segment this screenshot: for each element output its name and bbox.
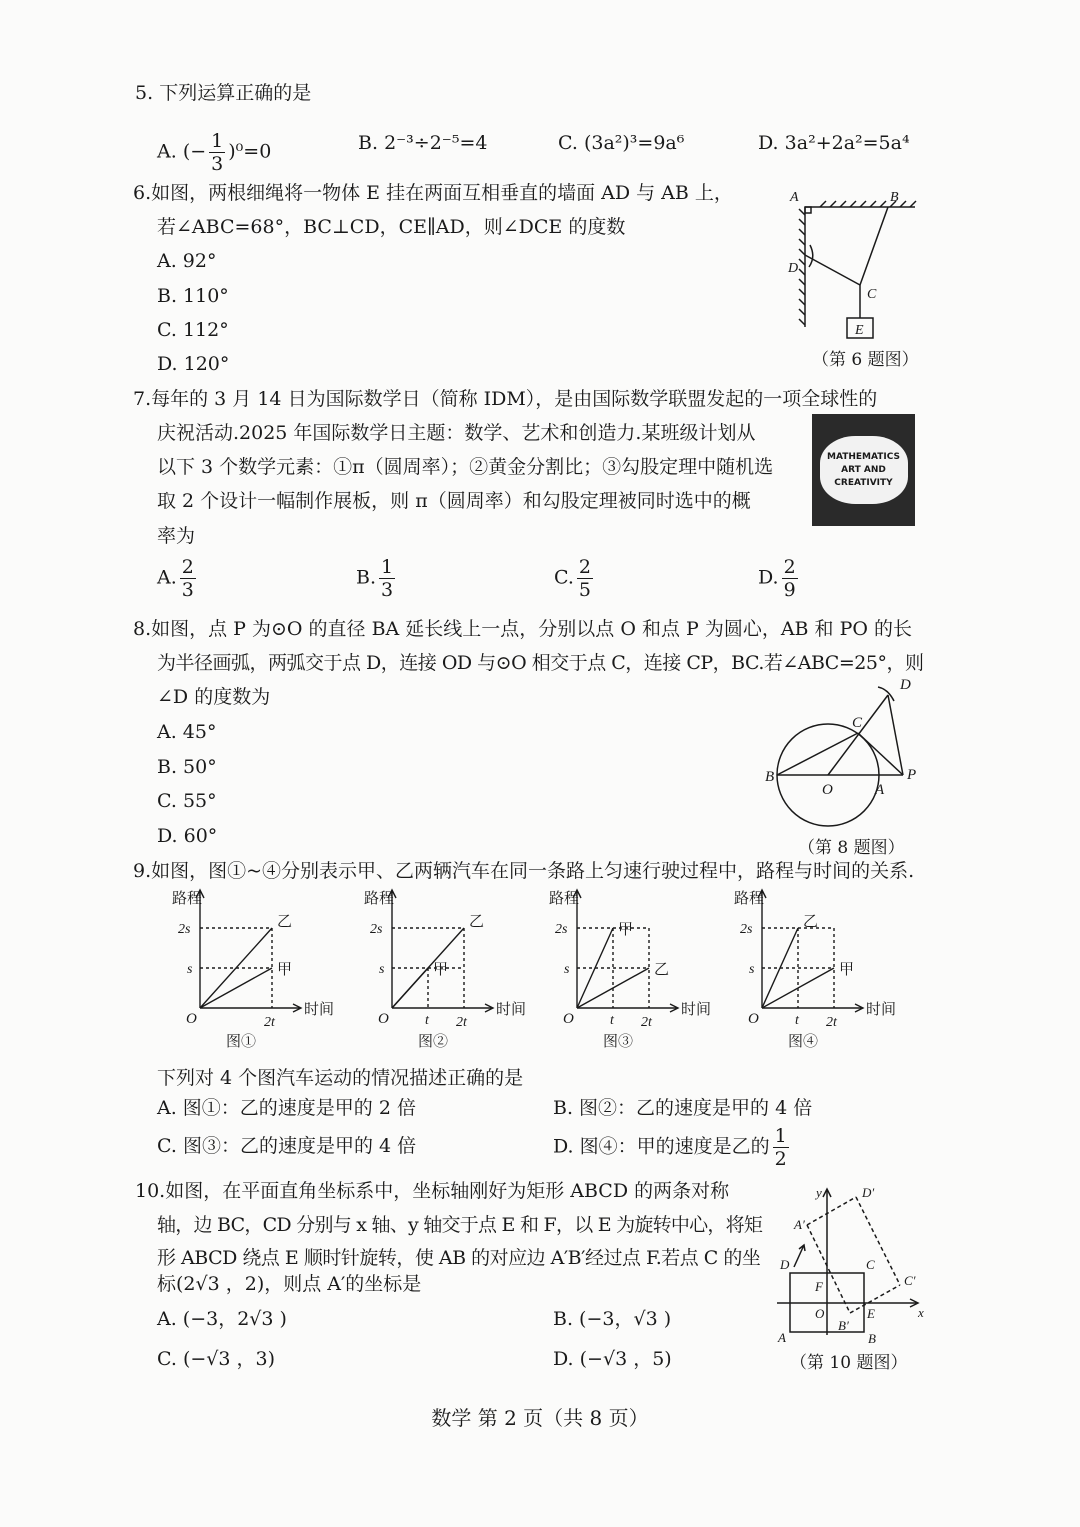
label-d: D [780, 1257, 790, 1272]
q8-option-d: D. 60° [157, 825, 218, 847]
q9-stem: 9.如图，图①~④分别表示甲、乙两辆汽车在同一条路上匀速行驶过程中，路程与时间的关系. [133, 860, 915, 882]
q5-number: 5. [135, 82, 154, 104]
q9-option-b: B. 图②：乙的速度是甲的 4 倍 [553, 1097, 813, 1119]
label-b: B [765, 769, 775, 785]
q7-option-b: B. $\frac{1}{3}$ [356, 556, 394, 601]
jia-label: 甲 [618, 922, 634, 938]
q6-caption: （第 6 题图） [812, 350, 919, 370]
tick-s: s [379, 962, 385, 977]
q8-line-3: ∠D 的度数为 [157, 686, 271, 708]
label-c: C [867, 287, 877, 302]
q8-option-b: B. 50° [157, 756, 217, 778]
label-a: A [778, 1330, 786, 1345]
y-axis-label: 路程 [734, 891, 765, 907]
q10-option-c: C. (−√3 ，3) [157, 1348, 276, 1370]
graph-name: 图④ [788, 1034, 819, 1050]
q5-stem [135, 80, 311, 106]
q5-option-a: A. (− $\frac{1}{3}$ )⁰=0 [157, 130, 272, 175]
label-a-prime: A′ [794, 1217, 805, 1232]
q6-option-d: D. 120° [157, 353, 230, 375]
x-axis-label: 时间 [681, 1002, 712, 1018]
label-b: B [868, 1331, 876, 1345]
q5-option-d: D. 3a²+2a²=5a⁴ [758, 132, 910, 154]
origin-label: O [186, 1011, 197, 1027]
y-axis-label: 路程 [172, 891, 203, 907]
q8-figure [760, 675, 930, 835]
label-f: F [815, 1279, 823, 1294]
label-b: B [890, 190, 899, 205]
q10-line-2: 轴，边 BC，CD 分别与 x 轴、y 轴交于点 E 和 F，以 E 为旋转中心，将矩 [157, 1214, 763, 1236]
q6-figure [780, 185, 925, 345]
q6-line-2: 若∠ABC=68°，BC⊥CD，CE∥AD，则∠DCE 的度数 [157, 216, 626, 238]
tick-2s: 2s [178, 922, 191, 937]
label-p: P [907, 767, 917, 783]
q6-option-c: C. 112° [157, 319, 229, 341]
tick-2t: 2t [456, 1015, 467, 1030]
q8-option-a: A. 45° [157, 721, 217, 743]
q9-graph-2 [352, 883, 530, 1053]
tick-2s: 2s [740, 922, 753, 937]
label-d: D [900, 677, 911, 693]
yi-label: 乙 [277, 914, 293, 930]
yi-label: 乙 [803, 914, 819, 930]
label-o: O [815, 1306, 825, 1321]
origin-label: O [748, 1011, 759, 1027]
q10-figure [772, 1185, 932, 1345]
q8-line-1: 8.如图，点 P 为⊙O 的直径 BA 延长线上一点，分别以点 O 和点 P 为圆心，AB 和 PO 的长 [133, 618, 912, 640]
q10-line-1: 10.如图，在平面直角坐标系中，坐标轴刚好为矩形 ABCD 的两条对称 [135, 1180, 730, 1202]
q7-line-5: 率为 [157, 525, 196, 547]
tick-2t: 2t [264, 1015, 275, 1030]
tick-t: t [610, 1013, 614, 1028]
q9-option-a: A. 图①：乙的速度是甲的 2 倍 [157, 1097, 416, 1119]
label-o: O [822, 782, 833, 798]
jia-label: 甲 [839, 962, 855, 978]
x-axis-label: 时间 [866, 1002, 897, 1018]
q10-line-4: 标(2√3 ，2)，则点 A′的坐标是 [157, 1273, 422, 1295]
jia-label: 甲 [277, 962, 293, 978]
q5-option-c: C. (3a²)³=9a⁶ [558, 132, 685, 154]
graph-name: 图① [226, 1034, 257, 1050]
tick-2t: 2t [826, 1015, 837, 1030]
q9-graph-1 [160, 883, 338, 1053]
q7-option-c: C. $\frac{2}{5}$ [554, 556, 591, 601]
tick-s: s [564, 962, 570, 977]
q7-option-a: A. $\frac{2}{3}$ [157, 556, 194, 601]
q5-stem-text: 下列运算正确的是 [159, 82, 312, 104]
q6-option-a: A. 92° [157, 250, 217, 272]
label-d-prime: D′ [862, 1185, 875, 1200]
q10-option-a: A. (−3，2√3 ) [157, 1308, 287, 1330]
jia-line [200, 968, 272, 1008]
q10-caption: （第 10 题图） [790, 1353, 908, 1373]
q5-option-b: B. 2⁻³÷2⁻⁵=4 [358, 132, 488, 154]
q6-option-b: B. 110° [157, 285, 229, 307]
y-axis-label: 路程 [364, 891, 395, 907]
y-axis-label: 路程 [549, 891, 580, 907]
tick-t: t [795, 1013, 799, 1028]
label-c: C [852, 715, 863, 731]
tick-2s: 2s [555, 922, 568, 937]
label-d: D [788, 261, 799, 276]
yi-label: 乙 [469, 914, 485, 930]
jia-label: 甲 [433, 962, 449, 978]
tick-t: t [425, 1013, 429, 1028]
q8-line-2: 为半径画弧，两弧交于点 D，连接 OD 与⊙O 相交于点 C，连接 CP，BC.若∠ABC=25°，则 [157, 652, 924, 674]
q6-line-1: 6.如图，两根细绳将一物体 E 挂在两面互相垂直的墙面 AD 与 AB 上， [133, 182, 733, 204]
q7-line-2: 庆祝活动.2025 年国际数学日主题：数学、艺术和创造力.某班级计划从 [157, 422, 756, 444]
q7-line-4: 取 2 个设计一幅制作展板，则 π（圆周率）和勾股定理被同时选中的概 [157, 490, 751, 512]
label-e: E [855, 323, 864, 338]
q9-graph-3 [537, 883, 715, 1053]
tick-s: s [187, 962, 193, 977]
idm-poster-image: MATHEMATICS ART AND CREATIVITY [812, 414, 915, 526]
label-c: C [866, 1257, 875, 1272]
yi-label: 乙 [654, 962, 670, 978]
label-a: A [875, 782, 885, 798]
page-footer: 数学 第 2 页（共 8 页） [431, 1406, 649, 1430]
tick-2t: 2t [641, 1015, 652, 1030]
q8-option-c: C. 55° [157, 790, 217, 812]
q8-caption: （第 8 题图） [798, 838, 905, 858]
origin-label: O [378, 1011, 389, 1027]
q9-question: 下列对 4 个图汽车运动的情况描述正确的是 [157, 1067, 524, 1089]
label-e: E [867, 1306, 875, 1321]
graph-name: 图③ [603, 1034, 634, 1050]
q7-line-3: 以下 3 个数学元素：①π（圆周率）；②黄金分割比；③勾股定理中随机选 [157, 456, 774, 478]
x-axis-label: 时间 [304, 1002, 335, 1018]
q10-option-d: D. (−√3 ，5) [553, 1348, 672, 1370]
label-b-prime: B′ [838, 1318, 849, 1333]
q7-line-1: 7.每年的 3 月 14 日为国际数学日（简称 IDM），是由国际数学联盟发起的一项全球性的 [133, 388, 878, 410]
label-a: A [790, 190, 799, 205]
label-y: y [816, 1185, 822, 1200]
x-axis-label: 时间 [496, 1002, 527, 1018]
label-c-prime: C′ [904, 1273, 916, 1288]
q10-option-b: B. (−3，√3 ) [553, 1308, 672, 1330]
graph-name: 图② [418, 1034, 449, 1050]
origin-label: O [563, 1011, 574, 1027]
q9-option-c: C. 图③：乙的速度是甲的 4 倍 [157, 1135, 417, 1157]
q9-graph-4 [722, 883, 900, 1053]
q10-line-3: 形 ABCD 绕点 E 顺时针旋转，使 AB 的对应边 A′B′经过点 F.若点 C 的坐 [157, 1247, 761, 1269]
q9-option-d: D. 图④：甲的速度是乙的 $\frac{1}{2}$ [553, 1125, 787, 1170]
label-x: x [918, 1305, 924, 1320]
q7-option-d: D. $\frac{2}{9}$ [758, 556, 796, 601]
tick-2s: 2s [370, 922, 383, 937]
tick-s: s [749, 962, 755, 977]
